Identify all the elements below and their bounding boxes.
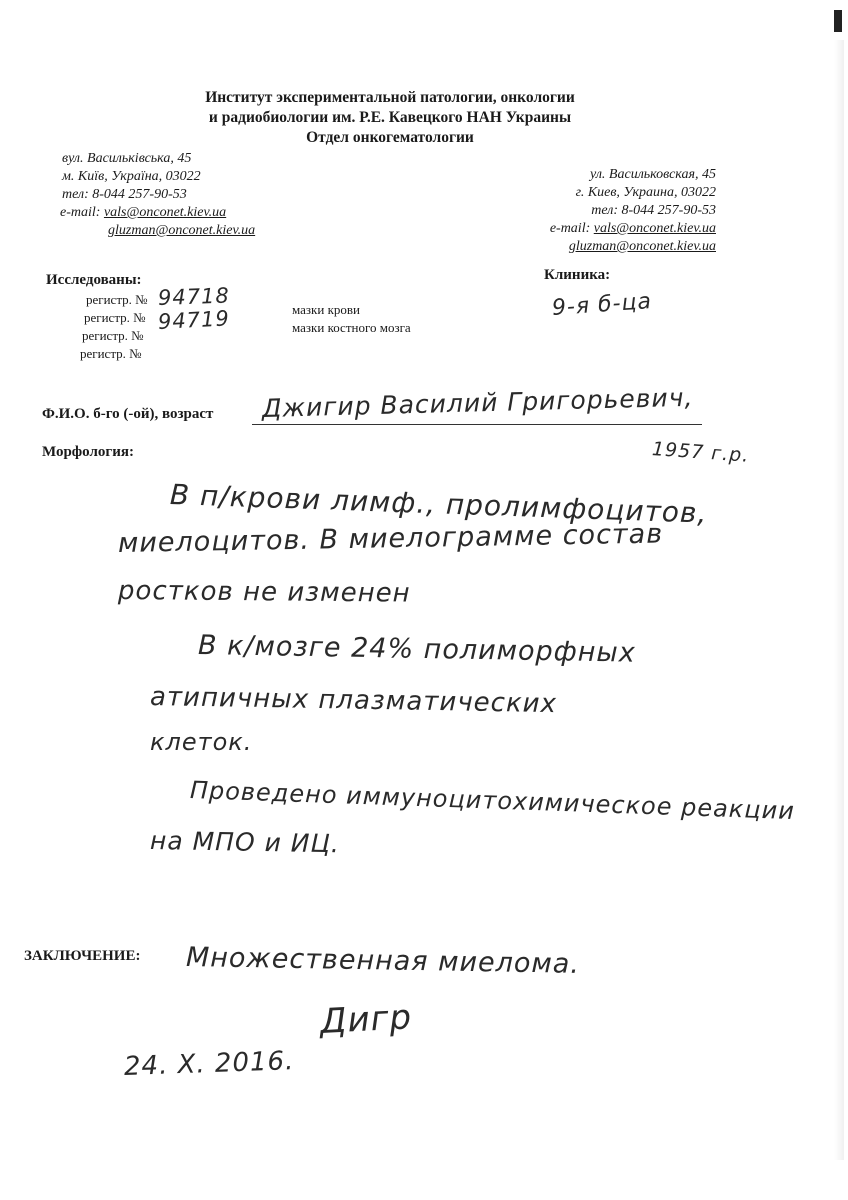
investigated-label: Исследованы:	[46, 272, 142, 288]
scan-edge-shadow	[834, 40, 844, 1160]
doctor-signature: Дигр	[318, 997, 414, 1042]
conclusion-date: 24. X. 2016.	[123, 1046, 295, 1082]
address-ua-email2-link[interactable]: gluzman@onconet.kiev.ua	[108, 223, 256, 238]
address-ua-street: вул. Васильківська, 45	[62, 151, 192, 166]
conclusion-label: ЗАКЛЮЧЕНИЕ:	[24, 948, 141, 964]
address-ua-email-label: e-mail:	[60, 205, 104, 220]
morphology-line-8: на MПO и ИЦ.	[149, 826, 341, 859]
morphology-line-3: ростков не изменен	[117, 576, 411, 609]
morphology-line-2: миелоцитов. В миелограмме состав	[117, 518, 664, 559]
address-ru-email-label: e-mail:	[549, 221, 594, 236]
clinic-label: Клиника:	[544, 267, 611, 283]
morphology-line-1: В п/крови лимф., пролимфоцитов,	[169, 478, 708, 530]
address-ua-email1-link[interactable]: vals@onconet.kiev.ua	[103, 205, 227, 220]
address-ua-email2-row	[108, 222, 255, 240]
smear-blood-label: мазки крови	[292, 302, 360, 317]
address-ru-email2-link[interactable]: gluzman@onconet.kiev.ua	[568, 239, 716, 254]
reg-label-3: регистр. №	[82, 328, 144, 343]
morphology-line-4: В к/мозге 24% полиморфных	[197, 630, 636, 669]
header-line2: и радиобиологии им. Р.Е. Кавецкого НАН Украины	[208, 109, 572, 126]
address-ru-street: ул. Васильковская, 45	[589, 167, 716, 182]
address-ua-city: м. Київ, Україна, 03022	[62, 169, 201, 184]
morphology-line-7: Проведено иммуноцитохимическое реакции	[189, 776, 796, 826]
address-ru-email2-row	[569, 238, 716, 256]
patient-name: Джигир Василий Григорьевич,	[261, 382, 694, 423]
address-ru-email-row	[550, 220, 716, 238]
reg-label-4: регистр. №	[80, 346, 142, 361]
conclusion-value: Множественная миелома.	[185, 942, 581, 980]
header-line3: Отдел онкогематологии	[306, 129, 474, 146]
address-ua-phone: тел: 8-044 257-90-53	[62, 187, 187, 202]
reg-label-1: регистр. №	[86, 292, 148, 307]
reg-number-2: 94719	[157, 306, 231, 334]
address-ru-phone: тел: 8-044 257-90-53	[591, 203, 716, 218]
patient-name-underline	[252, 424, 702, 425]
scan-edge-mark	[834, 10, 842, 32]
smear-marrow-label: мазки костного мозга	[292, 320, 411, 335]
reg-number-1: 94718	[157, 283, 231, 310]
address-ru-email1-link[interactable]: vals@onconet.kiev.ua	[593, 221, 716, 236]
address-ua-email-row	[60, 204, 226, 222]
header-line1: Институт экспериментальной патологии, онкологии	[205, 89, 575, 106]
patient-label: Ф.И.О. б-го (-ой), возраст	[42, 406, 214, 422]
morphology-line-5: атипичных плазматических	[149, 682, 558, 720]
morphology-line-6: клеток.	[150, 728, 253, 756]
address-ru-city: г. Киев, Украина, 03022	[575, 185, 716, 200]
patient-birth-year: 1957 г.р.	[651, 438, 751, 467]
morphology-label: Морфология:	[42, 444, 134, 460]
clinic-value: 9-я б-ца	[551, 289, 653, 321]
reg-label-2: регистр. №	[84, 310, 146, 325]
